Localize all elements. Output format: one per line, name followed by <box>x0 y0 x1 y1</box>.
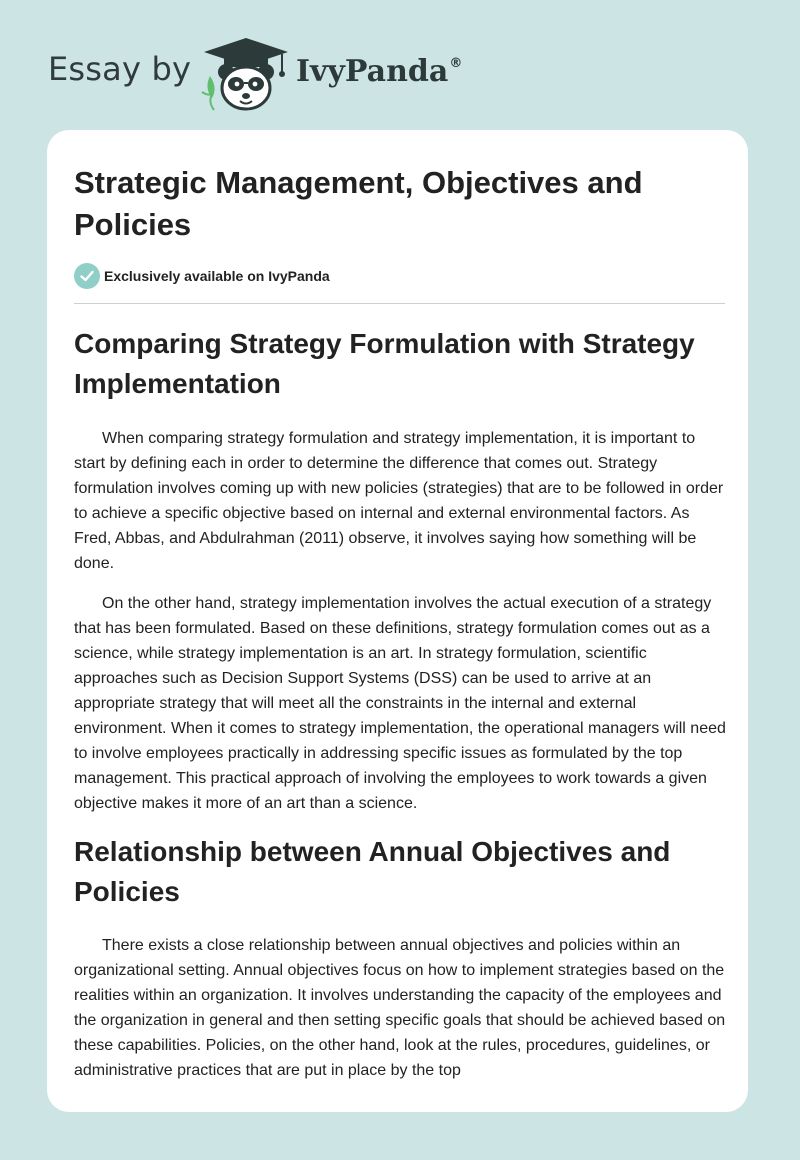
panda-graduate-icon <box>200 36 292 112</box>
section-heading: Comparing Strategy Formulation with Strategy Implementation <box>74 328 695 399</box>
exclusive-badge <box>74 263 725 289</box>
paragraph: On the other hand, strategy implementation involves the actual execution of a strategy that has been formulated. Based on these definitions, strategy formulation comes out as a science, while strategy implementation is an art. In strategy formulation, scientific approaches such as Decision Support Systems (DSS) can be used to arrive at an appropriate strategy that will meet all the constraints in the internal and external environment. When it comes to strategy implementation, the operational managers will need to involve employees practically in addressing specific issues as formulated by the top management. This practical approach of involving the employees to work towards a given objective makes it more of an art than a science. <box>74 595 726 812</box>
page-title: Strategic Management, Objectives and Policies <box>74 165 643 242</box>
section-heading: Relationship between Annual Objectives and Policies <box>74 836 671 907</box>
brand-name <box>296 54 462 89</box>
check-icon <box>74 263 100 289</box>
exclusive-label: Exclusively available on IvyPanda <box>104 268 330 284</box>
essay-by-label: Essay by <box>48 50 192 88</box>
paragraph: When comparing strategy formulation and strategy implementation, it is important to start by defining each in order to determine the difference that comes out. Strategy formulation involves coming up with new policies (strategies) that are to be followed in order to achieve a specific objective based on internal and external environmental factors. As Fred, Abbas, and Abdulrahman (2011) observe, it involves saying how something will be done. <box>74 430 724 572</box>
brand-name-text: IvyPanda <box>296 54 449 89</box>
registered-mark: ® <box>449 56 463 71</box>
site-header <box>0 0 800 130</box>
essay-card <box>47 130 748 1112</box>
divider <box>74 303 725 304</box>
paragraph: There exists a close relationship between annual objectives and policies within an organizational setting. Annual objectives focus on how to implement strategies based on the realities within an organization. It involves understanding the capacity of the employees and the organization in general and then setting specific goals that should be achieved based on these capabilities. Policies, on the other hand, look at the rules, procedures, guidelines, or administrative practices that are put in place by the top <box>74 937 726 1079</box>
